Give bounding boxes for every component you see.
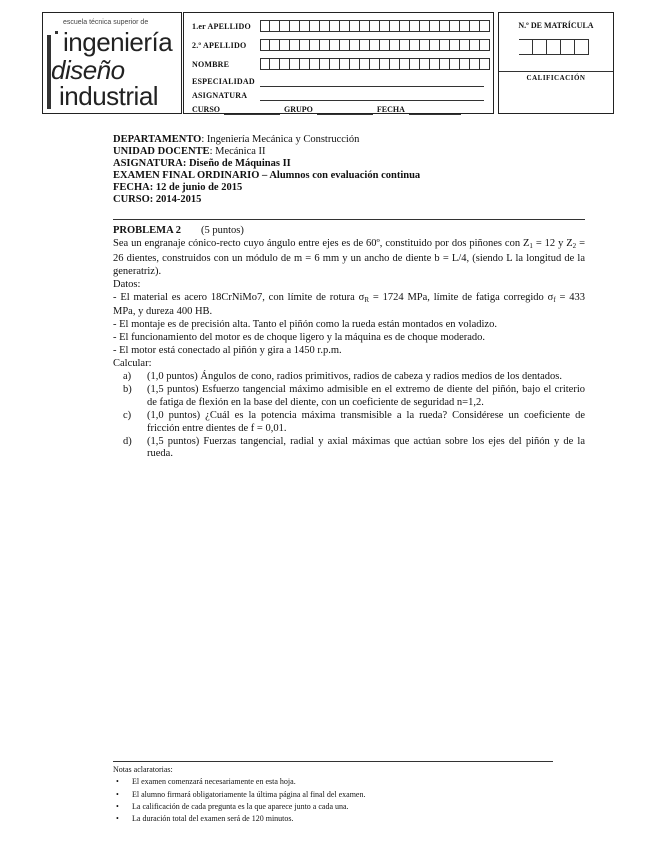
nombre-row	[192, 57, 490, 71]
curso-line[interactable]	[224, 104, 280, 115]
unidad-line	[113, 146, 593, 158]
school-logo	[42, 12, 182, 114]
task-text: (1,5 puntos) Fuerzas tangencial, radial y axial máximas que actúan sobre los ejes del piñón y de la rueda.	[147, 435, 585, 460]
apellido2-cells[interactable]	[260, 39, 490, 51]
task-label: c)	[123, 409, 132, 421]
task-item	[113, 371, 585, 384]
intro-part-a: Sea un engranaje cónico-recto cuyo ángulo entre ejes es de 60º, constituido por dos piñones con Z	[113, 237, 530, 249]
task-text: (1,0 puntos) ¿Cuál es la potencia máxima transmisible a la rueda? Considérese un coeficiente de fricción entre dientes de f = 0,01.	[147, 409, 585, 434]
apellido1-cells[interactable]	[260, 20, 490, 32]
departamento-line	[113, 134, 593, 146]
unidad-label: UNIDAD DOCENTE	[113, 146, 210, 157]
curso-label: CURSO	[192, 104, 221, 114]
exam-header	[42, 12, 612, 122]
problem-title: PROBLEMA 2	[113, 225, 181, 236]
fecha-line[interactable]	[409, 104, 461, 115]
task-label: a)	[123, 370, 132, 382]
intro-sub-1: 1	[529, 241, 533, 250]
task-text: (1,0 puntos) Ángulos de cono, radios primitivos, radios de cabeza y radios medios de los dentados.	[147, 370, 562, 382]
departamento-value: : Ingeniería Mecánica y Construcción	[201, 134, 360, 145]
fecha-info-label: FECHA	[113, 182, 150, 193]
datos-label: Datos:	[113, 278, 141, 290]
grupo-label: GRUPO	[284, 104, 313, 114]
intro-sub-2: 2	[572, 241, 577, 250]
notes-list	[113, 776, 553, 825]
apellido2-row	[192, 38, 490, 52]
apellido2-label: 2.º APELLIDO	[192, 40, 247, 50]
intro-part-b: = 12 y Z	[532, 237, 573, 249]
dato-motor: - El motor está conectado al piñón y gira a 1450 r.p.m.	[113, 345, 342, 357]
matricula-cells[interactable]	[519, 39, 589, 55]
apellido1-row	[192, 19, 490, 33]
curso-line	[113, 194, 593, 206]
student-form	[183, 12, 494, 114]
section-divider	[113, 219, 585, 220]
fecha-label: FECHA	[376, 104, 405, 114]
nombre-cells[interactable]	[260, 58, 490, 70]
asignatura-label: ASIGNATURA	[192, 90, 248, 100]
note-item: • El alumno firmará obligatoriamente la última página al final del examen.	[113, 789, 553, 801]
asignatura-line	[113, 158, 593, 170]
task-text: (1,5 puntos) Esfuerzo tangencial máximo admisible en el extremo de diente del piñón, bajo el criterio de fatiga de flexión en la base del diente, con un coeficiente de seguridad n=1,2.	[147, 383, 585, 408]
problem-intro	[113, 238, 585, 279]
problem-points: (5 puntos)	[200, 225, 244, 236]
task-item	[113, 384, 585, 410]
task-item	[113, 436, 585, 462]
nombre-label: NOMBRE	[192, 59, 230, 69]
examen-value: EXAMEN FINAL ORDINARIO – Alumnos con evaluación continua	[113, 170, 421, 181]
matricula-label: N.º DE MATRÍCULA	[518, 21, 594, 30]
note-item: • La calificación de cada pregunta es la que aparece junto a cada una.	[113, 801, 553, 813]
grupo-line[interactable]	[317, 104, 373, 115]
dato1-sub-f: f	[553, 295, 556, 304]
unidad-value: : Mecánica II	[209, 146, 266, 157]
logo-dot	[55, 31, 58, 34]
dato-funcionamiento: - El funcionamiento del motor es de choque ligero y la máquina es de choque moderado.	[113, 332, 486, 344]
logo-line-diseno: diseño	[51, 55, 125, 85]
exam-info	[113, 134, 593, 206]
calificacion-label: CALIFICACIÓN	[499, 71, 613, 82]
asignatura-row	[192, 88, 484, 102]
curso-info-label: CURSO	[113, 194, 150, 205]
fecha-line	[113, 182, 593, 194]
dato1-part-b: = 1724 MPa, límite de fatiga corregido σ	[369, 291, 554, 303]
asignatura-info-label: ASIGNATURA	[113, 158, 183, 169]
dato1-part-a: - El material es acero 18CrNiMo7, con límite de rotura σ	[113, 291, 365, 303]
note-item: • El examen comenzará necesariamente en esta hoja.	[113, 776, 553, 788]
note-item: • La duración total del examen será de 120 minutos.	[113, 813, 553, 825]
intro-part-c: = 26 dientes, construidos con un módulo de m = 6 mm y un ancho de diente b = L/4, (siendo L la longitud de la generatriz).	[113, 237, 585, 277]
apellido1-label: 1.er APELLIDO	[192, 21, 251, 31]
calcular-label: Calcular:	[113, 358, 152, 370]
curso-grupo-fecha-row	[192, 102, 465, 116]
task-label: d)	[123, 435, 132, 447]
especialidad-line[interactable]	[260, 76, 484, 87]
logo-line-industrial: industrial	[59, 81, 159, 111]
dato1-part-c: = 433 MPa, y dureza 400 HB.	[113, 291, 586, 318]
dato-montaje: - El montaje es de precisión alta. Tanto el piñón como la rueda están montados en voladizo.	[113, 319, 497, 331]
especialidad-row	[192, 74, 484, 88]
asignatura-value: : Diseño de Máquinas II	[182, 158, 291, 169]
asignatura-line[interactable]	[260, 90, 484, 101]
departamento-label: DEPARTAMENTO	[113, 134, 202, 145]
fecha-value: : 12 de junio de 2015	[149, 182, 243, 193]
task-item	[113, 410, 585, 436]
dato1-sub-r: R	[364, 295, 370, 304]
task-label: b)	[123, 383, 132, 395]
problem-section	[113, 225, 585, 461]
dato-material	[113, 292, 585, 320]
task-list	[113, 371, 585, 461]
logo-line-ingenieria: ingeniería	[63, 27, 173, 57]
logo-school-line: escuela técnica superior de	[63, 19, 149, 26]
examen-line	[113, 170, 593, 182]
problem-heading	[113, 225, 585, 238]
matricula-box	[498, 12, 614, 114]
notes-section	[113, 764, 553, 825]
notes-divider	[113, 761, 553, 762]
especialidad-label: ESPECIALIDAD	[192, 76, 255, 86]
curso-value: : 2014-2015	[149, 194, 202, 205]
notes-title: Notas aclaratorias:	[113, 765, 173, 774]
